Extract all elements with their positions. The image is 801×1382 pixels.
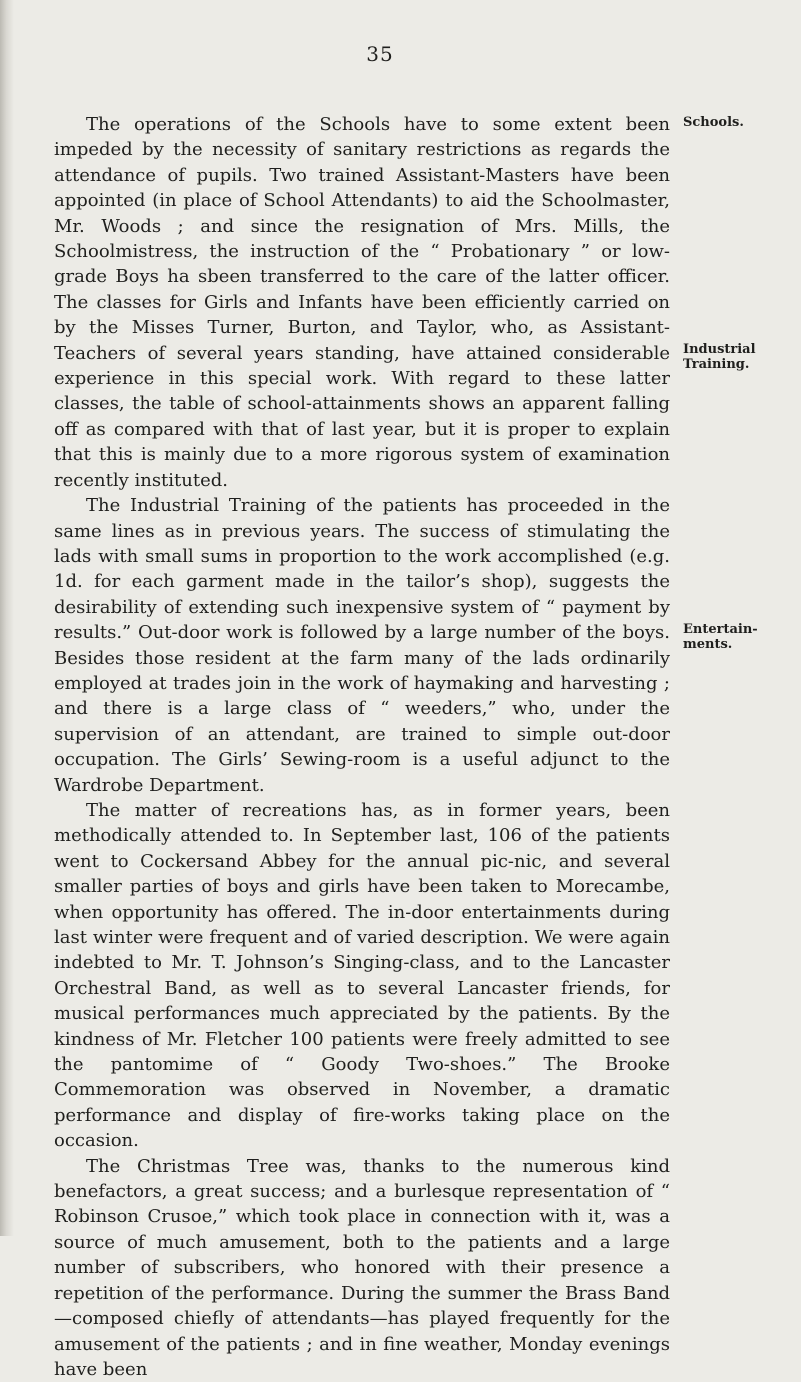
margin-note-entertainments: Entertain-ments. xyxy=(683,622,758,652)
scanned-page-edge xyxy=(0,0,14,1236)
body-text xyxy=(54,112,670,1382)
paragraph-christmas: The Christmas Tree was, thanks to the numerous kind benefactors, a great success; and a burlesque representation of “ Robinson Crusoe,” which took place in connection with it, was a source of much amusement, both to the patients and a large number of subscribers, who honored with their presence a repetition of the performance. During the summer the Brass Band—composed chiefly of attendants—has played frequently for the amusement of the patients ; and in fine weather, Monday evenings have been xyxy=(54,1155,670,1380)
margin-note-industrial-training: Industrial Training. xyxy=(683,342,756,372)
paragraph-industrial-training: The Industrial Training of the patients has proceeded in the same lines as in previous years. The success of stimulating the lads with small sums in proportion to the work accomplished (e.g. 1d. for each garment made in the tailor’s shop), suggests the desirability of extending such inexpensive system of “ payment by results.” Out-door work is followed by a large number of the boys. Besides those resident at the farm many of the lads ordinarily employed at trades join in the work of haymaking and harvesting ; and there is a large class of “ weeders,” who, under the supervision of an attendant, are trained to simple out-door occupation. The Girls’ Sewing-room is a useful adjunct to the Wardrobe Department. xyxy=(54,495,670,796)
margin-note-schools: Schools. xyxy=(683,115,744,130)
page-number: 35 xyxy=(366,42,394,66)
paragraph-entertainments: The matter of recreations has, as in former years, been methodically attended to. In September last, 106 of the patients went to Cockersand Abbey for the annual pic-nic, and several smaller parties of boys and girls have been taken to Morecambe, when opportunity has offered. The in-door entertainments during last winter were frequent and of varied description. We were again indebted to Mr. T. Johnson’s Singing-class, and to the Lancaster Orchestral Band, as well as to several Lancaster friends, for musical performances much appreciated by the patients. By the kindness of Mr. Fletcher 100 patients were freely admitted to see the pantomime of “ Goody Two-shoes.” The Brooke Commemoration was observed in November, a dramatic performance and display of fire-works taking place on the occasion. xyxy=(54,799,670,1152)
paragraph-schools: The operations of the Schools have to some extent been impeded by the necessity of sanitary restrictions as regards the attendance of pupils. Two trained Assistant-Masters have been appointed (in place of School Attendants) to aid the Schoolmaster, Mr. Woods ; and since the resignation of Mrs. Mills, the Schoolmistress, the instruction of the “ Probationary ” or low-grade Boys ha sbeen transferred to the care of the latter officer. The classes for Girls and Infants have been efficiently carried on by the Misses Turner, Burton, and Taylor, who, as Assistant-Teachers of several years standing, have attained considerable experience in this special work. With regard to these latter classes, the table of school-attainments shows an apparent falling off as compared with that of last year, but it is proper to explain that this is mainly due to a more rigorous system of examination recently instituted. xyxy=(54,114,670,491)
